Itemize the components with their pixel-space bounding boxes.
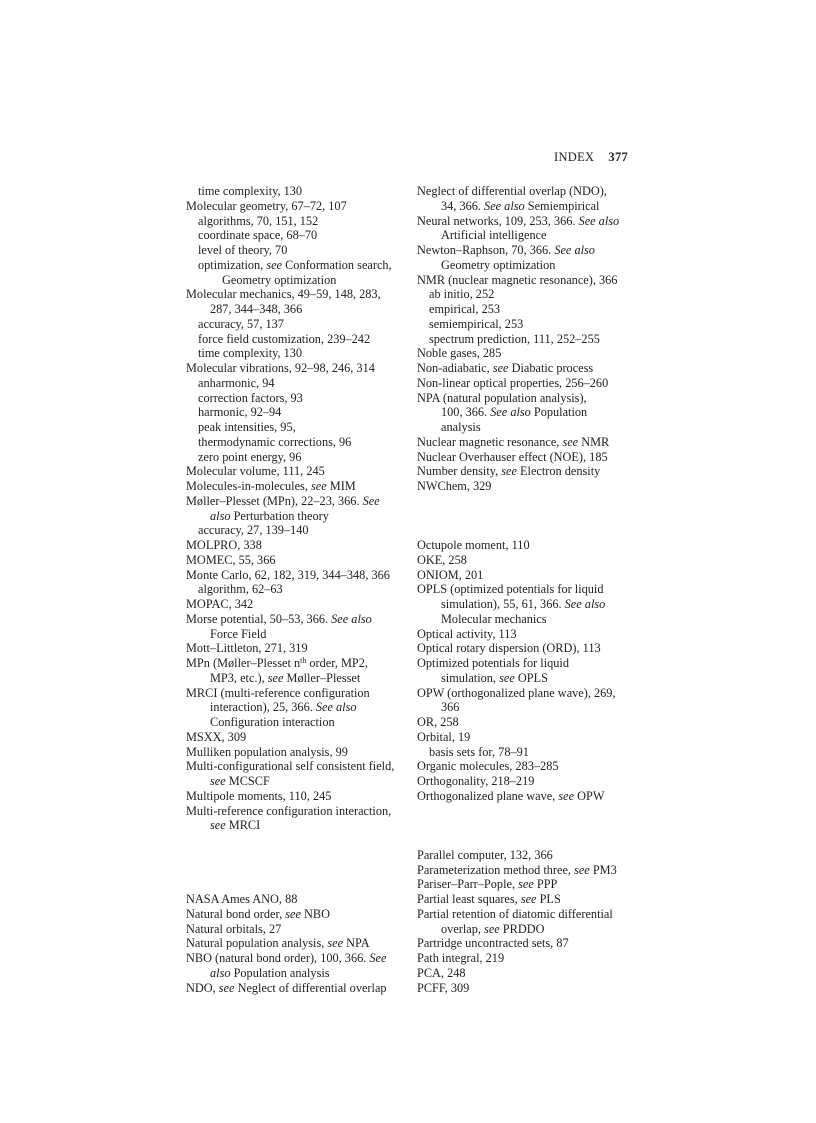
entry-text: See [369, 951, 387, 965]
entry-text: see [267, 670, 284, 685]
index-subentry [186, 391, 410, 406]
index-subentry [186, 450, 410, 465]
entry-text: analysis [441, 420, 481, 434]
entry-text: time complexity, 130 [198, 184, 303, 198]
letter-gap [186, 833, 410, 892]
index-entry [417, 966, 641, 981]
entry-text: See [362, 493, 380, 508]
entry-text: OPLS (optimized potentials for liquid [417, 582, 604, 597]
index-entry [417, 538, 641, 553]
entry-text: Molecules-in-molecules, [186, 479, 311, 493]
entry-text: Natural population analysis, [186, 936, 328, 951]
entry-text: see [266, 257, 283, 272]
letter-gap [417, 494, 641, 538]
entry-text: ab initio, 252 [429, 287, 495, 302]
index-entry [186, 907, 410, 922]
entry-text: see [501, 464, 517, 479]
index-subentry [417, 745, 641, 760]
letter-gap [417, 804, 641, 848]
entry-text: PLS [536, 892, 561, 906]
index-entry [417, 686, 641, 716]
entry-text: Path integral, 219 [417, 951, 505, 965]
entry-text: PCFF, 309 [417, 980, 470, 995]
index-entry [417, 848, 641, 863]
section-title: INDEX [554, 150, 595, 164]
index-entry [186, 656, 410, 686]
index-entry [186, 568, 410, 583]
index-entry [417, 582, 641, 626]
index-entry [186, 287, 410, 317]
entry-text: OPLS [514, 670, 548, 685]
entry-text: time complexity, 130 [198, 346, 303, 361]
entry-text: MRCI (multi-reference configuration [186, 685, 370, 700]
entry-text: peak intensities, 95, [198, 420, 296, 434]
index-entry [417, 346, 641, 361]
entry-text: also [210, 508, 231, 523]
entry-text: Geometry optimization [222, 272, 337, 287]
entry-text: Pariser–Parr–Pople, [417, 877, 519, 892]
index-entry [417, 715, 641, 730]
entry-text: see [285, 906, 301, 921]
entry-text: NMR [578, 434, 610, 449]
entry-text: Diabatic process [508, 361, 594, 375]
entry-text: Newton–Raphson, 70, 366. [417, 243, 555, 257]
entry-text: Mulliken population analysis, 99 [186, 744, 348, 759]
entry-text: Electron density [516, 464, 601, 479]
entry-text: correction factors, 93 [198, 390, 303, 405]
index-subentry [186, 346, 410, 361]
index-entry [186, 464, 410, 479]
index-subentry [186, 228, 410, 243]
index-subentry [186, 243, 410, 258]
entry-text: NPA [343, 936, 370, 951]
entry-text: 34, 366. [441, 198, 485, 213]
entry-text: also [210, 965, 231, 980]
entry-text: 287, 344–348, 366 [210, 302, 303, 316]
entry-text: Perturbation theory [230, 508, 329, 523]
index-subentry [186, 317, 410, 332]
entry-text: Neglect of differential overlap (NDO), [417, 184, 607, 198]
entry-text: Molecular mechanics [441, 611, 547, 626]
entry-text: anharmonic, 94 [198, 375, 275, 390]
entry-text: See also [331, 611, 372, 626]
entry-text: interaction), 25, 366. [210, 700, 316, 715]
entry-text: see [492, 361, 509, 375]
index-entry [186, 892, 410, 907]
entry-text: See also [484, 198, 525, 213]
index-subentry [186, 523, 410, 538]
entry-text: th [300, 656, 307, 665]
entry-text: MOLPRO, 338 [186, 538, 262, 552]
index-subentry [417, 302, 641, 317]
entry-text: coordinate space, 68–70 [198, 228, 318, 243]
entry-text: basis sets for, 78–91 [429, 744, 529, 759]
entry-text: NWChem, 329 [417, 479, 492, 493]
index-subentry [186, 184, 410, 199]
index-entry [417, 450, 641, 465]
index-entry [417, 184, 641, 214]
entry-text: Number density, [417, 464, 502, 479]
entry-text: MOMEC, 55, 366 [186, 552, 276, 567]
entry-text: See also [578, 213, 620, 228]
entry-text: force field customization, 239–242 [198, 331, 371, 346]
entry-text: Conformation search, [282, 257, 392, 272]
index-entry [417, 789, 641, 804]
index-subentry [417, 332, 641, 347]
index-entry [417, 774, 641, 789]
index-subentry [186, 258, 410, 288]
entry-text: 366 [441, 700, 460, 715]
entry-text: NPA (natural population analysis), [417, 390, 587, 405]
entry-text: Neglect of differential overlap [234, 980, 387, 995]
entry-text: See also [554, 243, 595, 257]
entry-text: Multi-configurational self consistent field, [186, 759, 395, 774]
entry-text: Partridge uncontracted sets, 87 [417, 936, 569, 951]
index-entry [417, 759, 641, 774]
index-column-left [186, 184, 410, 995]
index-entry [186, 199, 410, 214]
entry-text: Organic molecules, 283–285 [417, 759, 559, 774]
entry-text: simulation), 55, 61, 366. [441, 597, 565, 611]
entry-text: Multipole moments, 110, 245 [186, 788, 332, 803]
index-subentry [186, 214, 410, 229]
index-entry [186, 494, 410, 524]
entry-text: see [310, 479, 327, 493]
entry-text: algorithms, 70, 151, 152 [198, 213, 319, 228]
entry-text: Morse potential, 50–53, 366. [186, 611, 332, 626]
entry-text: Parallel computer, 132, 366 [417, 847, 553, 862]
entry-text: order, MP2, [306, 656, 368, 670]
entry-text: Optical rotary dispersion (ORD), 113 [417, 641, 601, 656]
entry-text: Semiempirical [524, 198, 600, 213]
entry-text: semiempirical, 253 [429, 316, 524, 331]
index-entry [417, 479, 641, 494]
index-entry [417, 464, 641, 479]
entry-text: optimization, [198, 257, 267, 272]
index-entry [417, 435, 641, 450]
entry-text: thermodynamic corrections, 96 [198, 434, 352, 449]
page-number: 377 [608, 150, 629, 164]
index-entry [417, 877, 641, 892]
index-entry [186, 612, 410, 642]
index-entry [186, 922, 410, 937]
entry-text: PM3 [589, 862, 617, 877]
entry-text: Configuration interaction [210, 715, 335, 729]
index-entry [417, 730, 641, 745]
entry-text: Population analysis [230, 965, 330, 980]
entry-text: PRDDO [499, 921, 545, 936]
index-entry [417, 553, 641, 568]
entry-text: empirical, 253 [429, 302, 501, 316]
entry-text: zero point energy, 96 [198, 449, 302, 464]
index-entry [417, 214, 641, 244]
entry-text: algorithm, 62–63 [198, 582, 283, 597]
index-entry [186, 361, 410, 376]
entry-text: see [574, 862, 590, 877]
index-entry [186, 759, 410, 789]
entry-text: Population [530, 405, 588, 420]
entry-text: Møller–Plesset [283, 670, 361, 685]
index-entry [417, 376, 641, 391]
index-entry [186, 538, 410, 553]
entry-text: Optimized potentials for liquid [417, 656, 569, 670]
index-entry [186, 641, 410, 656]
entry-text: accuracy, 57, 137 [198, 316, 284, 331]
entry-text: Partial retention of diatomic differential [417, 906, 613, 921]
entry-text: spectrum prediction, 111, 252–255 [429, 331, 600, 346]
entry-text: Møller–Plesset (MPn), 22–23, 366. [186, 493, 363, 508]
entry-text: accuracy, 27, 139–140 [198, 523, 309, 538]
entry-text: OR, 258 [417, 715, 459, 729]
entry-text: NBO [300, 906, 330, 921]
entry-text: see [499, 670, 515, 685]
index-entry [186, 745, 410, 760]
entry-text: OKE, 258 [417, 552, 467, 567]
entry-text: see [562, 434, 579, 449]
index-subentry [186, 405, 410, 420]
index-entry [417, 273, 641, 288]
entry-text: See also [315, 700, 357, 715]
entry-text: see [327, 936, 344, 951]
entry-text: 100, 366. [441, 405, 491, 420]
index-entry [417, 361, 641, 376]
entry-text: Mott–Littleton, 271, 319 [186, 641, 308, 656]
entry-text: OPW (orthogonalized plane wave), 269, [417, 685, 616, 700]
entry-text: MPn (Møller–Plesset n [186, 656, 301, 670]
index-subentry [186, 332, 410, 347]
entry-text: See also [564, 597, 606, 611]
index-entry [417, 391, 641, 435]
entry-text: MSXX, 309 [186, 729, 247, 744]
index-entry [186, 686, 410, 730]
entry-text: Parameterization method three, [417, 862, 575, 877]
entry-text: Molecular volume, 111, 245 [186, 464, 325, 479]
index-entry [417, 981, 641, 996]
index-column-right [417, 184, 641, 995]
entry-text: Partial least squares, [417, 892, 521, 906]
index-entry [417, 243, 641, 273]
index-entry [186, 981, 410, 996]
entry-text: NBO (natural bond order), 100, 366. [186, 951, 370, 965]
entry-text: See also [490, 405, 531, 420]
index-subentry [186, 376, 410, 391]
entry-text: Molecular mechanics, 49–59, 148, 283, [186, 287, 381, 302]
entry-text: MCSCF [225, 774, 270, 788]
index-entry [417, 627, 641, 642]
index-entry [186, 730, 410, 745]
entry-text: see [520, 892, 537, 906]
entry-text: see [484, 921, 500, 936]
index-entry [417, 568, 641, 583]
entry-text: Noble gases, 285 [417, 346, 502, 361]
entry-text: OPW [574, 788, 605, 803]
entry-text: PPP [533, 877, 558, 892]
index-entry [186, 951, 410, 981]
index-entry [417, 951, 641, 966]
entry-text: Natural bond order, [186, 906, 286, 921]
entry-text: Multi-reference configuration interaction, [186, 803, 392, 818]
entry-text: Molecular vibrations, 92–98, 246, 314 [186, 361, 375, 375]
entry-text: Neural networks, 109, 253, 366. [417, 213, 579, 228]
entry-text: MP3, etc.), [210, 670, 268, 685]
entry-text: Nuclear Overhauser effect (NOE), 185 [417, 449, 608, 464]
index-entry [417, 656, 641, 686]
entry-text: NMR (nuclear magnetic resonance), 366 [417, 272, 618, 287]
entry-text: Molecular geometry, 67–72, 107 [186, 198, 347, 213]
index-entry [417, 863, 641, 878]
entry-text: MRCI [225, 818, 261, 833]
entry-text: Geometry optimization [441, 257, 556, 272]
index-subentry [186, 435, 410, 450]
entry-text: Optical activity, 113 [417, 626, 517, 641]
entry-text: Orbital, 19 [417, 729, 471, 744]
index-entry [186, 597, 410, 612]
index-entry [186, 479, 410, 494]
entry-text: see [210, 774, 226, 788]
entry-text: Monte Carlo, 62, 182, 319, 344–348, 366 [186, 567, 390, 582]
running-header [554, 150, 628, 165]
index-subentry [417, 287, 641, 302]
entry-text: Artificial intelligence [441, 228, 547, 243]
entry-text: overlap, [441, 921, 485, 936]
entry-text: Non-adiabatic, [417, 361, 493, 375]
entry-text: ONIOM, 201 [417, 567, 484, 582]
entry-text: NASA Ames ANO, 88 [186, 892, 298, 906]
index-entry [417, 907, 641, 937]
index-subentry [417, 317, 641, 332]
entry-text: MOPAC, 342 [186, 597, 254, 611]
index-entry [186, 553, 410, 568]
index-entry [186, 936, 410, 951]
entry-text: Octupole moment, 110 [417, 538, 530, 552]
entry-text: NDO, [186, 980, 219, 995]
entry-text: see [218, 980, 235, 995]
entry-text: Natural orbitals, 27 [186, 921, 282, 936]
entry-text: simulation, [441, 670, 500, 685]
index-entry [417, 936, 641, 951]
entry-text: harmonic, 92–94 [198, 405, 282, 420]
index-entry [186, 789, 410, 804]
entry-text: MIM [326, 479, 356, 493]
index-subentry [186, 420, 410, 435]
entry-text: Non-linear optical properties, 256–260 [417, 375, 609, 390]
index-entry [186, 804, 410, 834]
index-subentry [186, 582, 410, 597]
index-entry [417, 892, 641, 907]
entry-text: see [518, 877, 534, 892]
entry-text: level of theory, 70 [198, 243, 288, 257]
entry-text: Orthogonalized plane wave, [417, 788, 559, 803]
entry-text: see [210, 818, 226, 833]
entry-text: Orthogonality, 218–219 [417, 774, 535, 788]
entry-text: Nuclear magnetic resonance, [417, 434, 563, 449]
entry-text: Force Field [210, 626, 267, 641]
entry-text: PCA, 248 [417, 965, 466, 980]
index-entry [417, 641, 641, 656]
entry-text: see [558, 788, 575, 803]
